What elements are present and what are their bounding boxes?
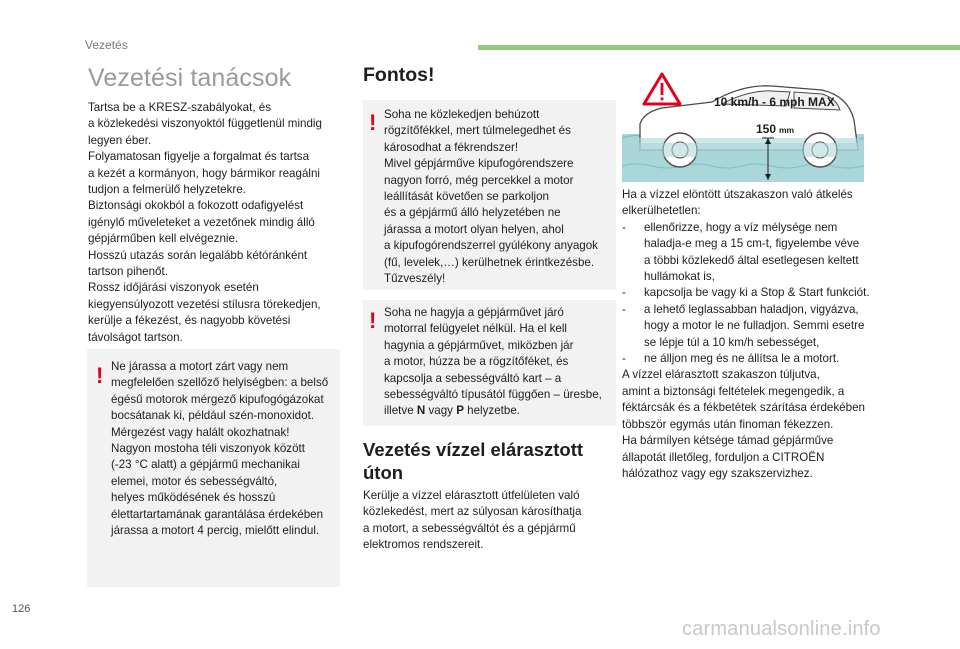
list-dash: -	[622, 352, 626, 366]
list-dash: -	[622, 220, 626, 234]
text-line: állapotát illetőleg, forduljon a CITROËN	[622, 450, 825, 464]
text-line: elemei, motor és sebességváltó,	[111, 474, 278, 488]
text-line: haladja-e meg a 15 cm-t, figyelembe véve	[644, 237, 860, 251]
heading-line: úton	[363, 461, 404, 483]
watermark: carmanualsonline.info	[682, 618, 881, 640]
text-line: Nagyon mostoha téli viszonyok között	[111, 442, 305, 456]
flooded-road-heading	[363, 439, 583, 484]
text-run: helyzetbe.	[463, 404, 520, 418]
text-line: A vízzel elárasztott szakaszon túljutva,	[622, 368, 820, 382]
warning-exclamation-icon: !	[369, 110, 377, 135]
text-line: hálózathoz vagy egy szakszervizhez.	[622, 466, 813, 480]
text-line: kerülje a fékezést, és nagyobb követési	[88, 314, 291, 328]
page-number: 126	[12, 603, 31, 615]
text-line: hullámokat is,	[644, 270, 715, 284]
speed-limit-label: 10 km/h - 6 mph MAX	[714, 95, 835, 109]
text-line: tartson pihenőt.	[88, 265, 168, 279]
text-line: leállítását követően se parkoljon	[384, 190, 549, 204]
water-depth-unit: mm	[779, 125, 795, 135]
flooded-road-paragraph	[363, 488, 613, 554]
unattended-vehicle-warning-text	[384, 305, 602, 420]
text-line: Ne járassa a motort zárt vagy nem	[111, 360, 289, 373]
text-line	[384, 403, 602, 419]
section-header: Vezetés	[85, 38, 128, 52]
flooded-road-illustration	[622, 72, 864, 182]
text-line: ne álljon meg és ne állítsa le a motort.	[644, 352, 840, 366]
exhaust-warning-box	[87, 349, 340, 587]
water-depth-value: 150	[756, 122, 777, 136]
text-line: élettartartamának garantálása érdekében	[111, 507, 324, 521]
text-line: Rossz időjárási viszonyok esetén	[88, 281, 259, 295]
text-line: a kezét a kormányon, hogy bármikor reagálni	[88, 166, 320, 180]
text-line: kapcsolja a sebességváltó kart – a	[384, 371, 562, 385]
text-line: Folyamatosan figyelje a forgalmat és tartsa	[88, 150, 310, 164]
text-line: távolságot tartson.	[88, 330, 183, 344]
list-item	[622, 351, 872, 367]
text-line: járassa a motort 4 percig, mielőtt elindul.	[111, 524, 320, 538]
text-line: Biztonsági okokból a fokozott odafigyelést	[88, 199, 304, 213]
heading-line: Vezetés vízzel elárasztott	[363, 439, 584, 460]
text-line: elkerülhetetlen:	[622, 204, 701, 218]
text-line: bocsátanak ki, például szén-monoxidot.	[111, 409, 315, 423]
text-line: Ha bármilyen kétsége támad gépjárműve	[622, 434, 834, 448]
text-line: közlekedést, mert az súlyosan károsíthatja	[363, 505, 582, 519]
text-line: se lépje túl a 10 km/h sebességet,	[644, 335, 820, 349]
exhaust-warning-text	[111, 359, 328, 539]
text-line: (fű, levelek,…) kerülhetnek érintkezésbe.	[384, 255, 595, 269]
text-line: járassa a motort olyan helyen, ahol	[384, 222, 564, 236]
list-item	[622, 220, 872, 286]
text-line: Kerülje a vízzel elárasztott útfelületen való	[363, 489, 580, 502]
list-item	[622, 285, 872, 301]
text-line: amint a biztonsági feltételek megengedik, a	[622, 384, 845, 398]
text-line: féktárcsák és a fékbetétek szárítása érdekében	[622, 401, 865, 415]
text-line: rögzítőfékkel, mert túlmelegedhet és	[384, 124, 571, 138]
parking-brake-warning-box	[363, 100, 616, 290]
text-line: a közlekedési viszonyoktól függetlenül mindig	[88, 117, 322, 131]
text-line: (-23 °C alatt) a gépjármű mechanikai	[111, 458, 300, 472]
text-line: motorral felügyelet nélkül. Ha el kell	[384, 322, 568, 336]
text-line: a kipufogórendszerrel gyúlékony anyagok	[384, 239, 598, 253]
text-line: hogy a motor le ne fulladjon. Semmi esetre	[644, 319, 865, 333]
text-line: tudjon a felmerülő helyzetekre.	[88, 183, 246, 197]
text-line: nagyon forró, még percekkel a motor	[384, 173, 574, 187]
text-line: Mérgezést vagy halált okozhatnak!	[111, 425, 290, 439]
text-line: Mivel gépjárműve kipufogórendszere	[384, 157, 574, 171]
warning-exclamation-icon: !	[369, 308, 377, 333]
text-line: a lehető leglassabban haladjon, vigyázva,	[644, 302, 859, 316]
text-line: többször egymás után finoman fékezzen.	[622, 417, 834, 431]
text-line: és a gépjármű álló helyzetében ne	[384, 206, 561, 220]
text-line: megfelelően szellőző helyiségben: a belső	[111, 376, 329, 390]
parking-brake-warning-text	[384, 107, 598, 287]
gear-park-label: P	[456, 404, 464, 418]
text-line: a többi közlekedő által esetlegesen keltett	[644, 253, 859, 267]
text-line: a motor, húzza be a rögzítőféket, és	[384, 355, 569, 369]
page-title: Vezetési tanácsok	[88, 64, 292, 92]
warning-exclamation-icon: !	[96, 363, 104, 388]
text-line: Soha ne hagyja a gépjárművet járó	[384, 306, 564, 319]
text-line: legyen éber.	[88, 133, 152, 147]
text-line: égésű motorok mérgező kipufogógázokat	[111, 392, 324, 406]
text-line: Ha a vízzel elöntött útszakaszon való átkelés	[622, 188, 853, 201]
text-line: sebességváltó típusától függően – üresbe,	[384, 388, 602, 402]
list-item	[622, 302, 872, 351]
section-header-bar	[478, 45, 960, 50]
text-run: illetve	[384, 404, 417, 418]
intro-paragraph	[88, 100, 348, 346]
text-line: károsodhat a fékrendszer!	[384, 140, 519, 154]
gear-neutral-label: N	[416, 404, 426, 418]
text-line: Soha ne közlekedjen behúzott	[384, 108, 540, 121]
text-line: kapcsolja be vagy ki a Stop & Start funkciót.	[644, 286, 870, 300]
flooded-road-instructions	[622, 187, 872, 482]
text-line: Hosszú utazás során legalább kétóránként	[88, 248, 308, 262]
text-line: Tűzveszély!	[384, 272, 446, 286]
unattended-vehicle-warning-box	[363, 300, 616, 426]
text-line: helyes működésének és hosszú	[111, 491, 276, 505]
text-line: ellenőrizze, hogy a víz mélysége nem	[644, 220, 838, 234]
list-dash: -	[622, 286, 626, 300]
text-line: kiegyensúlyozott vezetési stílusra törekedjen,	[88, 297, 321, 311]
text-line: gépjárműben kell elvégeznie.	[88, 232, 239, 246]
text-run: vagy	[425, 404, 457, 418]
important-heading: Fontos!	[363, 64, 435, 86]
list-dash: -	[622, 302, 626, 316]
text-line: elektromos rendszereit.	[363, 538, 484, 552]
text-line: hagynia a gépjárművet, miközben jár	[384, 338, 574, 352]
text-line: a motort, a sebességváltót és a gépjármű	[363, 521, 576, 535]
text-line: igénylő műveleteket a vezetőnek mindig álló	[88, 215, 315, 229]
text-line: Tartsa be a KRESZ-szabályokat, és	[88, 101, 272, 114]
